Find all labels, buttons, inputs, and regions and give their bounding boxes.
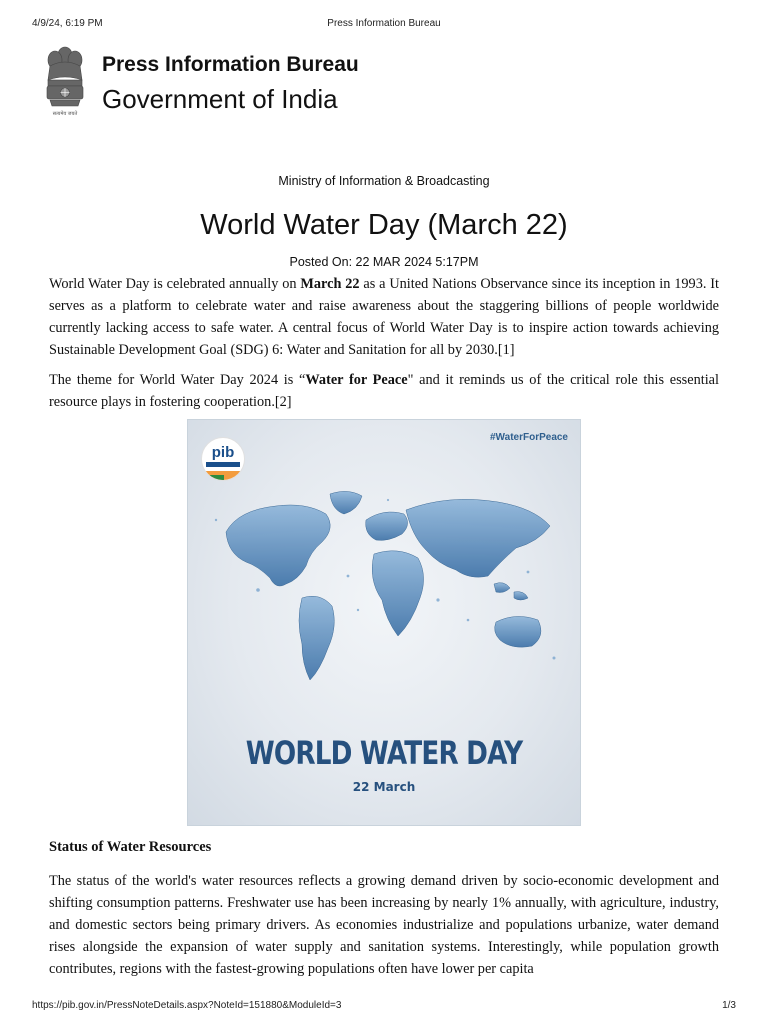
theme-paragraph: The theme for World Water Day 2024 is “Water for Peace" and it reminds us of the critical role this essential resource plays in fostering cooperation.[2] [49, 372, 720, 410]
water-world-map-illustration [198, 480, 572, 710]
poster-date: 22 March [352, 780, 416, 794]
pib-logo-text: pib [211, 444, 235, 461]
brand-press-information-bureau: Press Information Bureau [102, 53, 359, 76]
posted-on: Posted On: 22 MAR 2024 5:17PM [289, 255, 479, 269]
pib-logo [201, 437, 245, 481]
section-heading: Status of Water Resources [49, 839, 212, 855]
poster-hashtag: #WaterForPeace [490, 432, 568, 443]
print-datetime: 4/9/24, 6:19 PM [32, 18, 103, 29]
print-header [32, 18, 736, 32]
world-water-day-poster [187, 419, 581, 826]
intro-paragraph: World Water Day is celebrated annually on March 22 as a United Nations Observance since its inception in 1993. It serves as a platform to celebrate water and raise awareness about the staggering billions of people worldwide currently lacking access to safe water. A central focus of World Water Day is to inspire action towards achieving Sustainable Development Goal (SDG) 6: Water and Sanitation for all by 2030.[1] [49, 276, 719, 358]
print-url: https://pib.gov.in/PressNoteDetails.aspx?NoteId=151880&ModuleId=3 [32, 1000, 342, 1011]
page-number: 1/3 [722, 1000, 736, 1011]
section-paragraph: The status of the world's water resources reflects a growing demand driven by socio-economic development and shifting consumption patterns. Freshwater use has been increasing by nearly 1% annually, with agriculture, industry, and domestic sectors being primary drivers. As economies industrialize and populations urbanize, water demand rises alongside the expansion of water supply and sanitation systems. Interestingly, while population growth contributes, regions with the fastest-growing populations often have lower per capita [49, 873, 719, 977]
print-page-title: Press Information Bureau [327, 18, 441, 29]
emblem-caption: सत्यमेव जयते [52, 111, 78, 117]
print-footer [32, 1000, 736, 1014]
ministry-name: Ministry of Information & Broadcasting [278, 174, 490, 188]
page-title: World Water Day (March 22) [200, 209, 568, 241]
poster-title: WORLD WATER DAY [245, 734, 523, 772]
brand-government-of-india: Government of India [102, 84, 338, 114]
